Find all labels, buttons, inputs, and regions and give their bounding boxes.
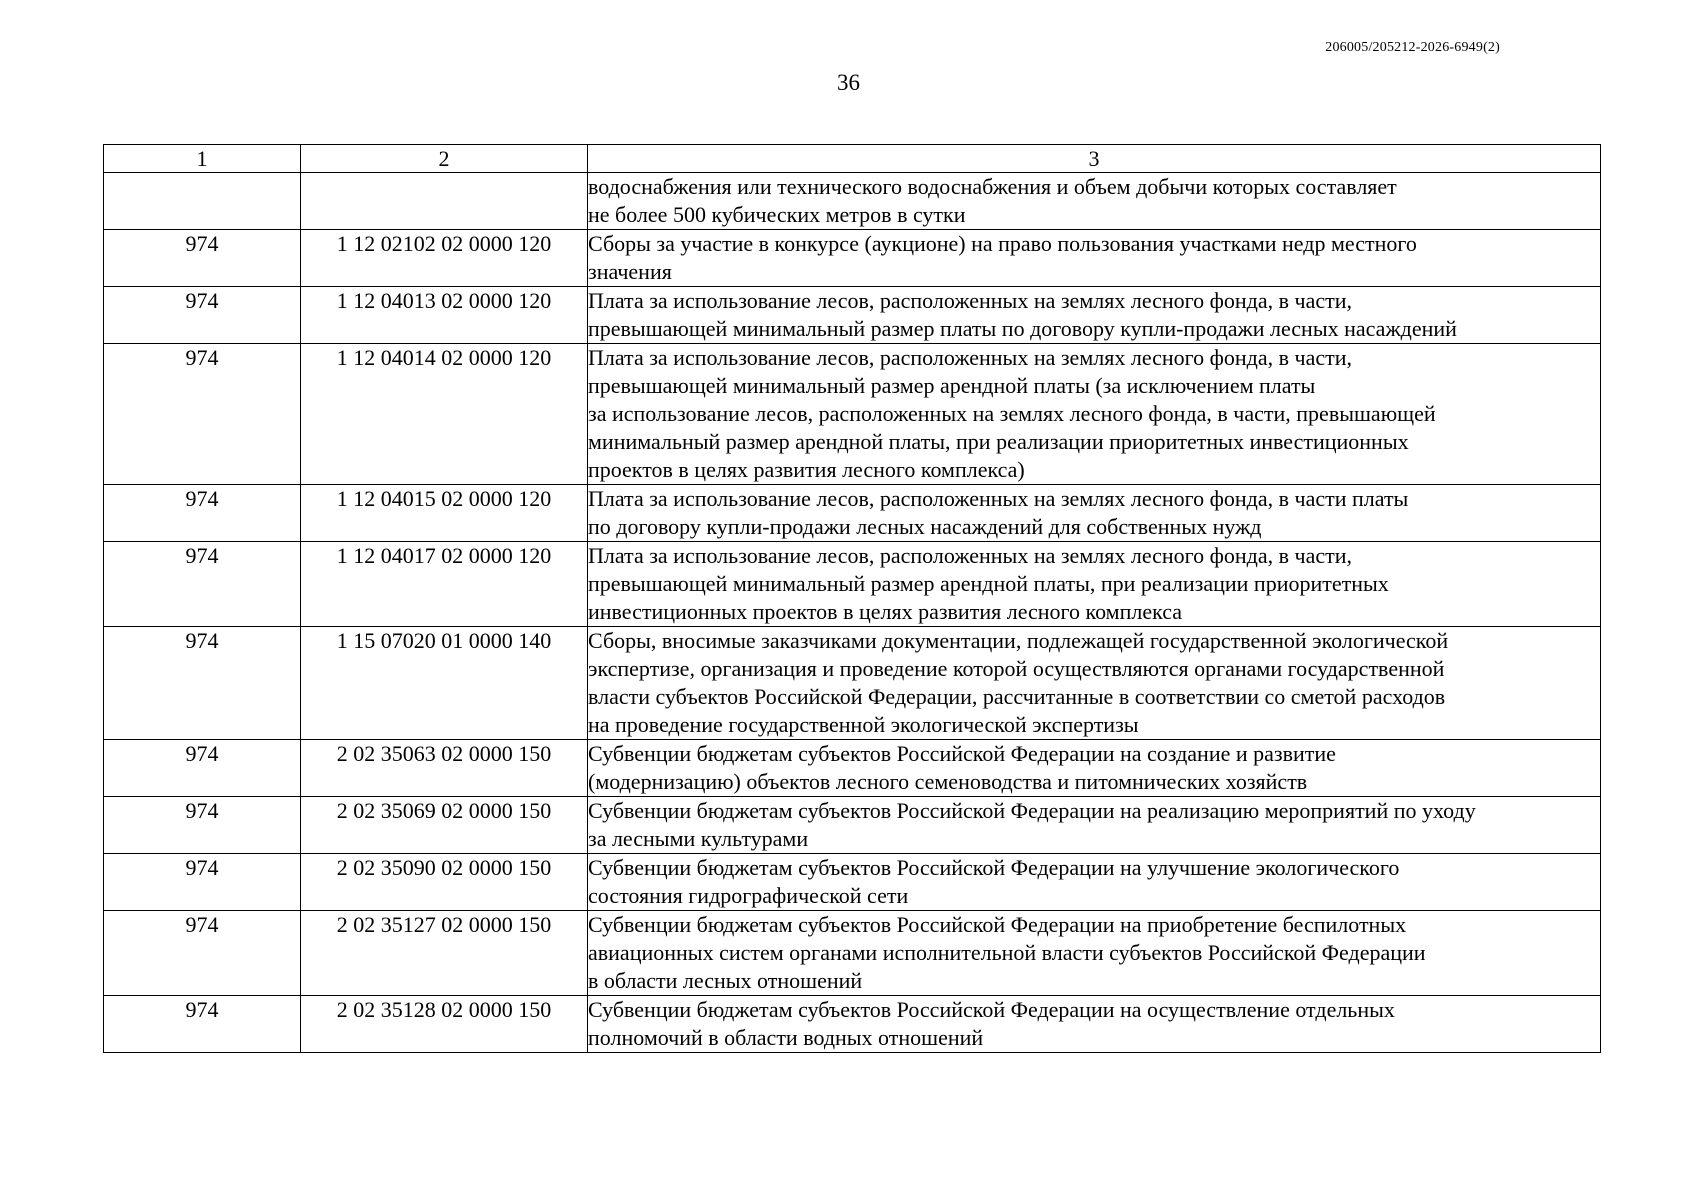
description-line: Плата за использование лесов, расположенных на землях лесного фонда, в части платы (588, 486, 1409, 511)
column-header-2: 2 (301, 145, 588, 173)
admin-code-cell: 974 (104, 854, 301, 911)
admin-code-cell: 974 (104, 344, 301, 485)
admin-code-cell: 974 (104, 627, 301, 740)
kbk-code-cell: 1 12 04017 02 0000 120 (301, 542, 588, 627)
description-cell (588, 542, 1601, 627)
description-line: на проведение государственной экологической экспертизы (588, 712, 1139, 737)
description-line: превышающей минимальный размер арендной платы (за исключением платы (588, 373, 1316, 398)
description-line: инвестиционных проектов в целях развития лесного комплекса (588, 599, 1183, 624)
description-line: превышающей минимальный размер платы по договору купли-продажи лесных насаждений (588, 316, 1457, 341)
description-line: в области лесных отношений (588, 968, 863, 993)
revenue-codes-table (103, 144, 1601, 1053)
description-line: авиационных систем органами исполнительной власти субъектов Российской Федерации (588, 940, 1426, 965)
admin-code-cell: 974 (104, 542, 301, 627)
table-body (104, 173, 1601, 1053)
description-line: не более 500 кубических метров в сутки (588, 202, 966, 227)
description-line: власти субъектов Российской Федерации, рассчитанные в соответствии со сметой расходов (588, 684, 1446, 709)
description-line: водоснабжения или технического водоснабжения и объем добычи которых составляет (588, 174, 1397, 199)
description-line: превышающей минимальный размер арендной платы, при реализации приоритетных (588, 571, 1389, 596)
admin-code-cell: 974 (104, 740, 301, 797)
kbk-code-cell: 1 12 04013 02 0000 120 (301, 287, 588, 344)
admin-code-cell: 974 (104, 996, 301, 1053)
description-line: Плата за использование лесов, расположенных на землях лесного фонда, в части, (588, 288, 1352, 313)
description-line: по договору купли-продажи лесных насаждений для собственных нужд (588, 514, 1262, 539)
description-cell (588, 854, 1601, 911)
table-row (104, 287, 1601, 344)
description-line: Сборы за участие в конкурсе (аукционе) на право пользования участками недр местного (588, 231, 1417, 256)
table-row (104, 854, 1601, 911)
kbk-code-cell: 2 02 35128 02 0000 150 (301, 996, 588, 1053)
admin-code-cell (104, 173, 301, 230)
table-row (104, 797, 1601, 854)
description-cell (588, 287, 1601, 344)
description-line: состояния гидрографической сети (588, 883, 909, 908)
description-line: (модернизацию) объектов лесного семеноводства и питомнических хозяйств (588, 769, 1308, 794)
admin-code-cell: 974 (104, 485, 301, 542)
description-line: Плата за использование лесов, расположенных на землях лесного фонда, в части, (588, 543, 1352, 568)
table-row (104, 542, 1601, 627)
description-cell (588, 740, 1601, 797)
kbk-code-cell: 2 02 35090 02 0000 150 (301, 854, 588, 911)
description-line: Субвенции бюджетам субъектов Российской Федерации на приобретение беспилотных (588, 912, 1407, 937)
description-line: минимальный размер арендной платы, при реализации приоритетных инвестиционных (588, 429, 1409, 454)
description-line: Субвенции бюджетам субъектов Российской Федерации на создание и развитие (588, 741, 1336, 766)
table-row (104, 627, 1601, 740)
table-row (104, 344, 1601, 485)
description-line: значения (588, 259, 672, 284)
description-line: экспертизе, организация и проведение которой осуществляются органами государственной (588, 656, 1445, 681)
description-cell (588, 996, 1601, 1053)
admin-code-cell: 974 (104, 230, 301, 287)
table-row (104, 996, 1601, 1053)
column-header-1: 1 (104, 145, 301, 173)
description-line: за лесными культурами (588, 826, 809, 851)
column-header-3: 3 (588, 145, 1601, 173)
description-cell (588, 173, 1601, 230)
description-line: Субвенции бюджетам субъектов Российской Федерации на улучшение экологического (588, 855, 1400, 880)
table-row (104, 911, 1601, 996)
description-cell (588, 344, 1601, 485)
kbk-code-cell: 2 02 35069 02 0000 150 (301, 797, 588, 854)
admin-code-cell: 974 (104, 797, 301, 854)
description-line: Сборы, вносимые заказчиками документации, подлежащей государственной экологической (588, 628, 1449, 653)
description-line: проектов в целях развития лесного комплекса) (588, 457, 1025, 482)
kbk-code-cell: 1 15 07020 01 0000 140 (301, 627, 588, 740)
description-line: за использование лесов, расположенных на землях лесного фонда, в части, превышающей (588, 401, 1436, 426)
description-line: Плата за использование лесов, расположенных на землях лесного фонда, в части, (588, 345, 1352, 370)
kbk-code-cell (301, 173, 588, 230)
description-line: Субвенции бюджетам субъектов Российской Федерации на осуществление отдельных (588, 997, 1395, 1022)
admin-code-cell: 974 (104, 287, 301, 344)
table-row (104, 485, 1601, 542)
document-id: 206005/205212-2026-6949(2) (1325, 40, 1500, 55)
description-cell (588, 911, 1601, 996)
page-number: 36 (837, 70, 860, 95)
kbk-code-cell: 2 02 35127 02 0000 150 (301, 911, 588, 996)
description-cell (588, 627, 1601, 740)
kbk-code-cell: 1 12 02102 02 0000 120 (301, 230, 588, 287)
kbk-code-cell: 2 02 35063 02 0000 150 (301, 740, 588, 797)
description-cell (588, 230, 1601, 287)
description-cell (588, 485, 1601, 542)
description-line: Субвенции бюджетам субъектов Российской Федерации на реализацию мероприятий по уходу (588, 798, 1476, 823)
table-row (104, 230, 1601, 287)
table-row (104, 173, 1601, 230)
kbk-code-cell: 1 12 04015 02 0000 120 (301, 485, 588, 542)
description-cell (588, 797, 1601, 854)
description-line: полномочий в области водных отношений (588, 1025, 984, 1050)
table-header-row (104, 145, 1601, 173)
admin-code-cell: 974 (104, 911, 301, 996)
table-row (104, 740, 1601, 797)
kbk-code-cell: 1 12 04014 02 0000 120 (301, 344, 588, 485)
